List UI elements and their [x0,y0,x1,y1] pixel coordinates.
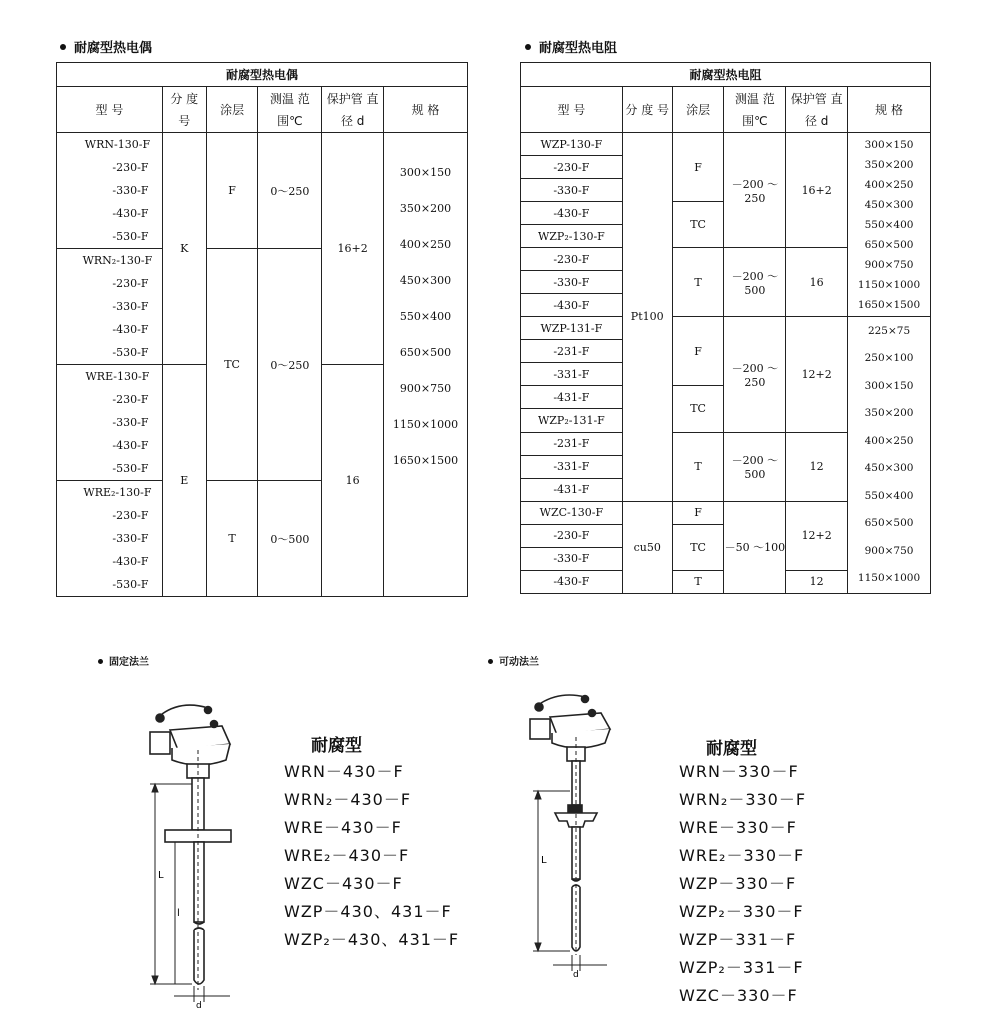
model-row: -231-F [521,432,623,455]
header-graduation: 分 度 号 [622,87,672,133]
movable-flange-models [679,758,806,1010]
range-cell: －200 ～250 [724,317,786,432]
thermocouple-table [56,62,468,597]
fixed-flange-drawing [130,690,250,1010]
coating-t: T [206,481,258,597]
list-item: WZP₂－330－F [679,902,804,921]
header-diameter: 保护管 直径 d [786,87,848,133]
list-item: WZC－330－F [679,986,798,1005]
list-item: WRN－430－F [284,762,404,781]
table-title: 耐腐型热电偶 [57,63,468,87]
fixed-flange-title: 固定法兰 [98,653,149,668]
graduation-pt100: Pt100 [622,133,672,502]
list-item: WZC－430－F [284,874,403,893]
header-size: 规 格 [384,87,468,133]
model-row: -430-F [521,202,623,225]
model-row: WZP₂-131-F [521,409,623,432]
dim-d: d [196,1001,202,1010]
diameter-0: 16+2 [322,133,384,365]
movable-flange-drawing [515,685,635,985]
list-item: WZP－430、431－F [284,902,452,921]
coating-f: F [206,133,258,249]
graduation-e: E [162,365,206,597]
model-row: -331-F [521,363,623,386]
header-coating: 涂层 [672,87,724,133]
size-list-b: 225×75 250×100 300×150 350×200 400×250 450×300 550×400 650×500 900×750 1150×1000 [848,317,931,594]
header-range: 测温 范围℃ [724,87,786,133]
list-item: WRE₂－430－F [284,846,410,865]
list-item: WRN－330－F [679,762,799,781]
graduation-k: K [162,133,206,365]
list-item: WRE－430－F [284,818,402,837]
range-cell: －50 ～100 [724,501,786,593]
diameter-cell: 16 [786,248,848,317]
coating-cell: T [672,570,724,593]
range-1: 0～250 [258,249,322,481]
model-row: -431-F [521,478,623,501]
left-section-title: 耐腐型热电偶 [60,37,152,56]
diameter-cell: 16+2 [786,133,848,248]
model-row: -231-F [521,340,623,363]
coating-cell: T [672,432,724,501]
list-item: WRN₂－430－F [284,790,412,809]
range-cell: －200 ～250 [724,133,786,248]
diameter-cell: 12+2 [786,501,848,570]
dim-L: L [541,855,547,866]
coating-cell: TC [672,524,724,570]
model-row: -430-F [521,570,623,593]
model-row: -430-F [521,294,623,317]
list-item: WRE₂－330－F [679,846,805,865]
range-0: 0～250 [258,133,322,249]
header-graduation: 分 度 号 [162,87,206,133]
coating-cell: T [672,248,724,317]
size-list-a: 300×150 350×200 400×250 450×300 550×400 650×500 900×750 1150×1000 1650×1500 [848,133,931,317]
range-cell: －200 ～500 [724,432,786,501]
list-item: WZP₂－430、431－F [284,930,460,949]
model-row: -230-F [521,156,623,179]
movable-flange-title: 可动法兰 [488,653,539,668]
model-row: WZP-131-F [521,317,623,340]
model-row: WZC-130-F [521,501,623,524]
junction-box-side [150,732,170,754]
resistance-table [520,62,931,594]
list-item: WZP－330－F [679,874,797,893]
cable-gland [535,703,543,711]
model-group-wre2: WRE₂-130-F -230-F -330-F -430-F -530-F [57,481,163,597]
model-row: -230-F [521,524,623,547]
list-item: WZP₂－331－F [679,958,804,977]
header-diameter: 保护管 直径 d [322,87,384,133]
table-title: 耐腐型热电阻 [521,63,931,87]
model-group-wrn2: WRN₂-130-F -230-F -330-F -430-F -530-F [57,249,163,365]
header-range: 测温 范围℃ [258,87,322,133]
diameter-cell: 12 [786,432,848,501]
list-item: WZP－331－F [679,930,797,949]
model-row: -431-F [521,386,623,409]
model-row: -331-F [521,455,623,478]
model-row: -330-F [521,179,623,202]
coating-cell: TC [672,386,724,432]
header-model: 型 号 [57,87,163,133]
diameter-cell: 12 [786,570,848,593]
dim-d: d [573,970,579,980]
right-section-title: 耐腐型热电阻 [525,37,617,56]
model-row: -330-F [521,271,623,294]
cable-gland [156,714,164,722]
range-2: 0～500 [258,481,322,597]
coating-cell: F [672,133,724,202]
header-model: 型 号 [521,87,623,133]
list-item: WRN₂－330－F [679,790,807,809]
dim-l: l [177,908,180,919]
model-row: -330-F [521,547,623,570]
coating-cell: F [672,501,724,524]
model-row: WZP₂-130-F [521,225,623,248]
fixed-flange-heading: 耐腐型 [311,736,362,756]
size-list: 300×150 350×200 400×250 450×300 550×400 650×500 900×750 1150×1000 1650×1500 [384,133,468,597]
coating-cell: F [672,317,724,386]
model-group-wrn: WRN-130-F -230-F -330-F -430-F -530-F [57,133,163,249]
list-item: WRE－330－F [679,818,797,837]
model-group-wre: WRE-130-F -230-F -330-F -430-F -530-F [57,365,163,481]
junction-box-side [530,719,550,739]
coating-cell: TC [672,202,724,248]
range-cell: －200 ～500 [724,248,786,317]
coating-tc: TC [206,249,258,481]
dim-L: L [158,870,164,881]
diameter-1: 16 [322,365,384,597]
diameter-cell: 12+2 [786,317,848,432]
model-row: WZP-130-F [521,133,623,156]
model-row: -230-F [521,248,623,271]
header-coating: 涂层 [206,87,258,133]
movable-flange-heading: 耐腐型 [706,739,757,759]
graduation-cu50: cu50 [622,501,672,593]
fixed-flange-models [284,758,459,954]
header-size: 规 格 [848,87,931,133]
